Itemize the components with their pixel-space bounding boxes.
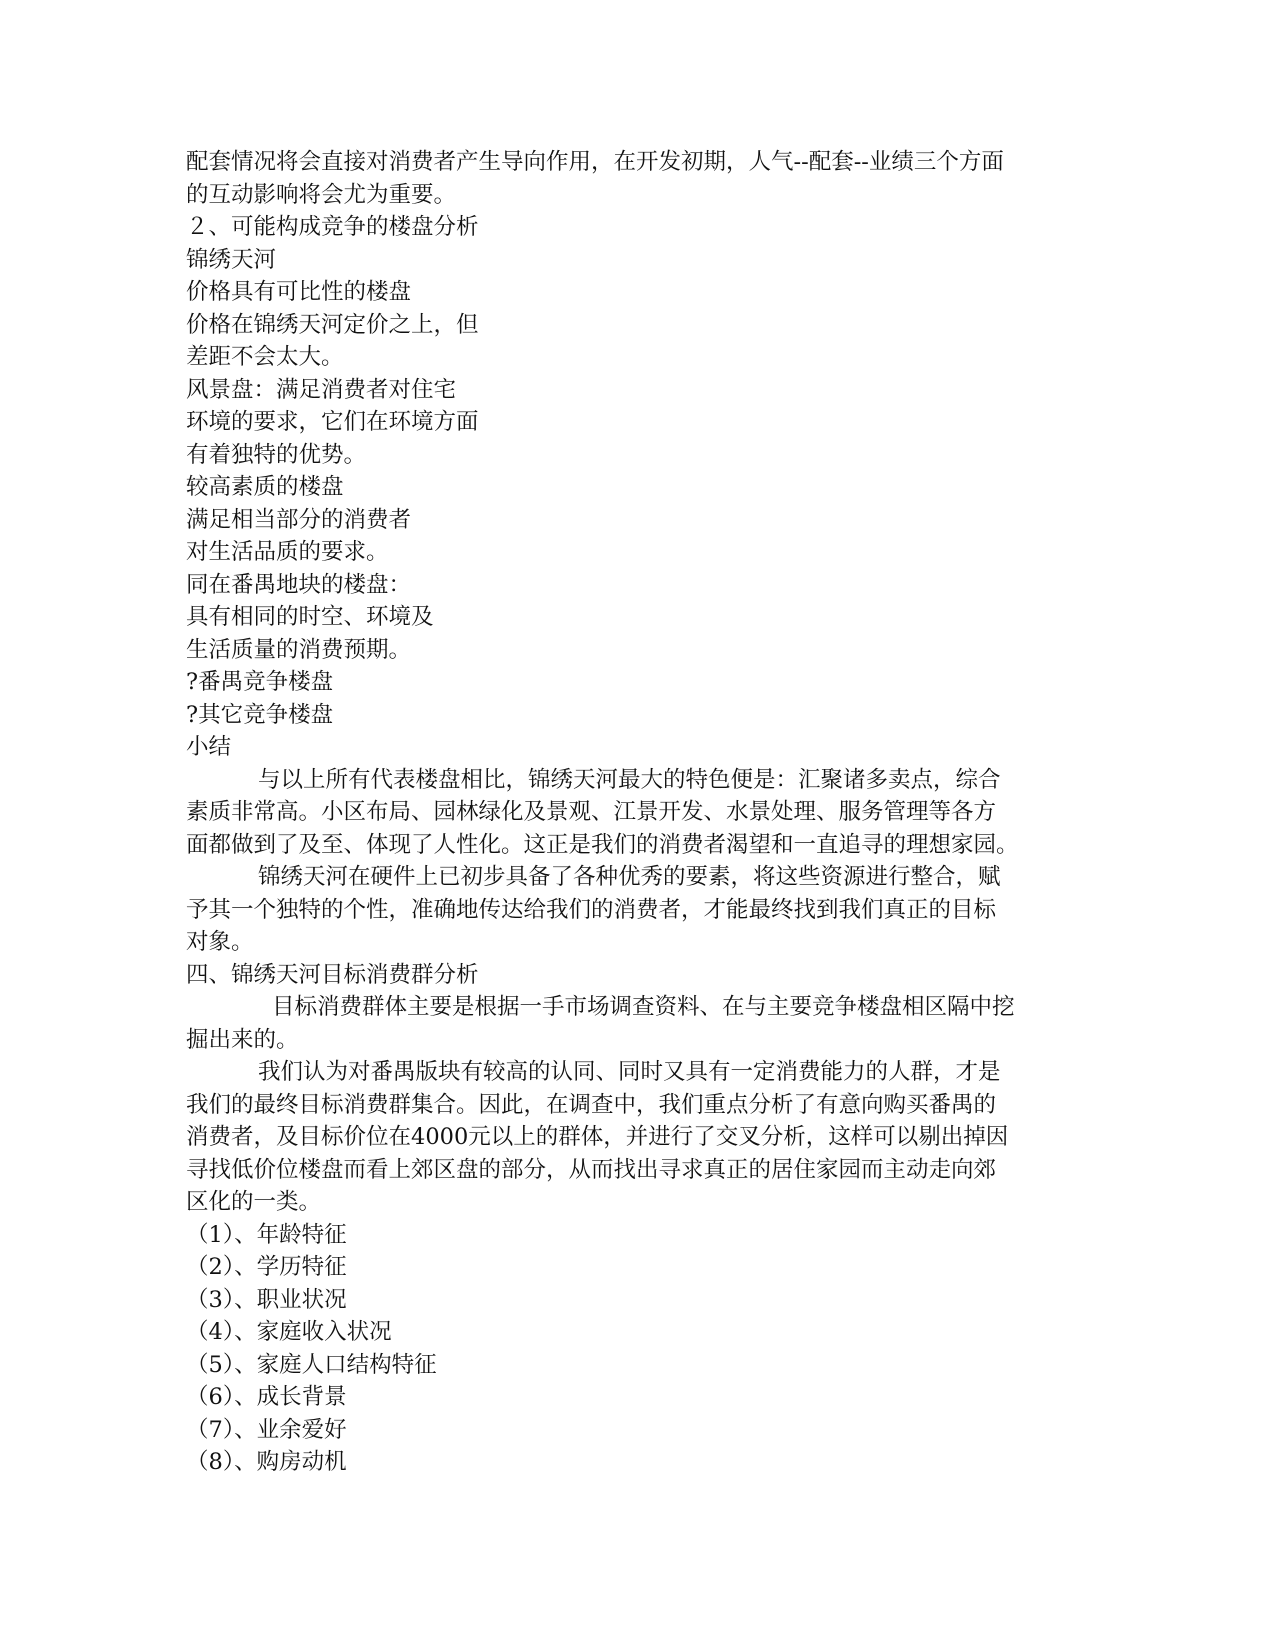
summary-paragraph-line: 素质非常高。小区布局、园林绿化及景观、江景开发、水景处理、服务管理等各方 <box>186 799 997 825</box>
summary-heading: 小结 <box>186 734 232 760</box>
competitor-line: 具有相同的时空、环境及 <box>186 604 434 630</box>
document-body <box>186 146 1086 1479</box>
summary-paragraph-line: 与以上所有代表楼盘相比，锦绣天河最大的特色便是：汇聚诸多卖点，综合 <box>258 766 1001 793</box>
analysis-item: （5）、家庭人口结构特征 <box>186 1351 437 1378</box>
competitor-line: 环境的要求，它们在环境方面 <box>186 409 479 435</box>
section4-paragraph-line: 我们的最终目标消费群集合。因此，在调查中，我们重点分析了有意向购买番禺的 <box>186 1091 997 1118</box>
competitor-line: 较高素质的楼盘 <box>186 474 344 500</box>
summary-paragraph-line: 予其一个独特的个性，准确地传达给我们的消费者，才能最终找到我们真正的目标 <box>186 896 997 923</box>
intro-line: 的互动影响将会尤为重要。 <box>186 181 457 208</box>
competitor-line: 对生活品质的要求。 <box>186 539 389 565</box>
section4-paragraph-line: 区化的一类。 <box>186 1189 322 1215</box>
section4-paragraph-line: 我们认为对番禺版块有较高的认同、同时又具有一定消费能力的人群，才是 <box>258 1059 1001 1085</box>
competitor-line: 同在番禺地块的楼盘： <box>186 571 412 598</box>
analysis-item: （2）、学历特征 <box>186 1254 347 1280</box>
intro-line: 配套情况将会直接对消费者产生导向作用，在开发初期，人气--配套--业绩三个方面 <box>186 149 1004 175</box>
analysis-item: （1）、年龄特征 <box>186 1221 347 1248</box>
competitor-line: 差距不会太大。 <box>186 344 344 370</box>
section4-paragraph-line: 目标消费群体主要是根据一手市场调查资料、在与主要竞争楼盘相区隔中挖 <box>272 994 1015 1020</box>
summary-paragraph-line: 锦绣天河在硬件上已初步具备了各种优秀的要素，将这些资源进行整合，赋 <box>258 864 1001 890</box>
competitor-line: 有着独特的优势。 <box>186 441 367 468</box>
section4-paragraph-line: 寻找低价位楼盘而看上郊区盘的部分，从而找出寻求真正的居住家园而主动走向郊 <box>186 1156 997 1183</box>
section4-paragraph-line: 消费者，及目标价位在4000元以上的群体，并进行了交叉分析，这样可以剔出掉因 <box>186 1124 1009 1150</box>
analysis-item: （7）、业余爱好 <box>186 1416 347 1443</box>
competitor-line: 价格在锦绣天河定价之上，但 <box>186 311 479 338</box>
project-name: 锦绣天河 <box>186 246 277 273</box>
bullet-item: ?番禺竞争楼盘 <box>186 669 334 695</box>
analysis-item: （8）、购房动机 <box>186 1449 347 1475</box>
analysis-item: （6）、成长背景 <box>186 1384 347 1410</box>
section4-paragraph-line: 掘出来的。 <box>186 1026 299 1053</box>
competitor-line: 生活质量的消费预期。 <box>186 636 412 663</box>
analysis-item: （3）、职业状况 <box>186 1286 347 1313</box>
competitor-line: 价格具有可比性的楼盘 <box>186 279 412 305</box>
competitor-line: 风景盘：满足消费者对住宅 <box>186 376 457 403</box>
competitor-line: 满足相当部分的消费者 <box>186 506 412 533</box>
summary-paragraph-line: 面都做到了及至、体现了人性化。这正是我们的消费者渴望和一直追寻的理想家园。 <box>186 831 1019 858</box>
summary-paragraph-line: 对象。 <box>186 929 254 955</box>
analysis-item: （4）、家庭收入状况 <box>186 1319 392 1345</box>
section-heading: ２、可能构成竞争的楼盘分析 <box>186 214 479 240</box>
bullet-item: ?其它竞争楼盘 <box>186 701 334 728</box>
section-heading: 四、锦绣天河目标消费群分析 <box>186 961 479 988</box>
